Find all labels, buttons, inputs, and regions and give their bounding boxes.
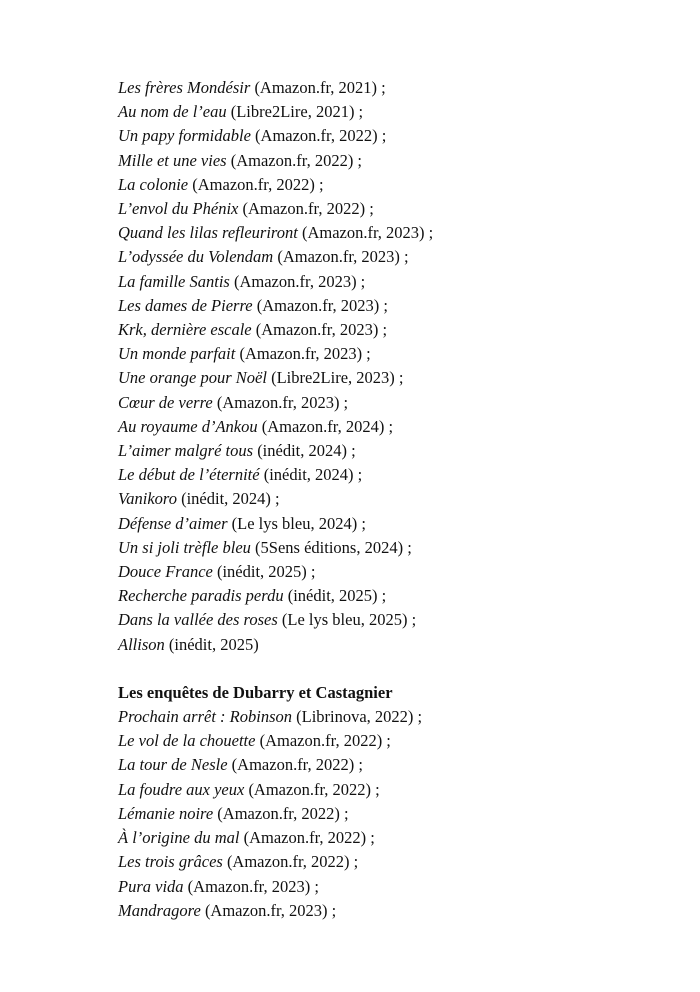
book-title: La foudre aux yeux	[118, 779, 245, 799]
list-item	[118, 391, 678, 415]
list-item	[118, 415, 678, 439]
book-details: (Amazon.fr, 2022) ;	[227, 755, 363, 775]
book-details: (Amazon.fr, 2023) ;	[183, 876, 319, 896]
book-title: Au royaume d’Ankou	[118, 416, 258, 436]
book-details: (Amazon.fr, 2023) ;	[200, 900, 337, 920]
list-item	[118, 899, 678, 923]
section-heading: Les enquêtes de Dubarry et Castagnier	[118, 682, 393, 702]
book-title: La colonie	[118, 174, 189, 194]
book-title: Les dames de Pierre	[118, 295, 253, 315]
book-details: (Amazon.fr, 2022) ;	[222, 852, 359, 872]
book-details: (Le lys bleu, 2024) ;	[227, 513, 366, 533]
list-item	[118, 875, 678, 899]
list-item	[118, 802, 678, 826]
list-item	[118, 826, 678, 850]
book-details: (5Sens éditions, 2024) ;	[250, 537, 412, 557]
book-details: (Amazon.fr, 2023) ;	[212, 392, 349, 412]
book-details: (inédit, 2024) ;	[176, 489, 280, 509]
list-item	[118, 366, 678, 390]
book-details: (Amazon.fr, 2023) ;	[235, 344, 371, 364]
book-details: (Amazon.fr, 2022) ;	[226, 150, 363, 170]
book-details: (Amazon.fr, 2022) ;	[250, 126, 387, 146]
book-title: Un si joli trèfle bleu	[118, 537, 251, 557]
list-item	[118, 439, 678, 463]
book-title: Vanikoro	[118, 489, 177, 509]
book-title: Les frères Mondésir	[118, 78, 251, 97]
book-details: (Libre2Lire, 2021) ;	[226, 102, 364, 122]
book-title: Krk, dernière escale	[118, 320, 252, 340]
list-item	[118, 463, 678, 487]
book-details: (Amazon.fr, 2022) ;	[188, 174, 324, 194]
list-item	[118, 487, 678, 511]
book-title: Le vol de la chouette	[118, 731, 256, 751]
book-title: Mille et une vies	[118, 150, 227, 170]
list-item	[118, 342, 678, 366]
book-title: Un monde parfait	[118, 344, 236, 364]
list-item	[118, 512, 678, 536]
book-title: La tour de Nesle	[118, 755, 228, 775]
book-title: Défense d’aimer	[118, 513, 228, 533]
document-page	[118, 76, 678, 923]
book-details: (inédit, 2024) ;	[259, 465, 363, 485]
book-title: L’envol du Phénix	[118, 199, 239, 219]
book-title: Douce France	[118, 562, 213, 582]
book-details: (Amazon.fr, 2023) ;	[251, 320, 388, 340]
book-details: (Amazon.fr, 2021) ;	[250, 78, 386, 97]
list-item	[118, 149, 678, 173]
list-item	[118, 221, 678, 245]
book-title: Recherche paradis perdu	[118, 586, 284, 606]
list-item	[118, 245, 678, 269]
section-spacer	[118, 657, 678, 681]
book-details: (Amazon.fr, 2023) ;	[229, 271, 366, 291]
book-details: (Amazon.fr, 2022) ;	[244, 779, 380, 799]
book-details: (Libre2Lire, 2023) ;	[266, 368, 404, 388]
book-details: (inédit, 2024) ;	[253, 441, 356, 461]
book-title: Allison	[118, 634, 165, 654]
book-title: Lémanie noire	[118, 803, 214, 823]
list-item	[118, 197, 678, 221]
list-item	[118, 536, 678, 560]
book-title: Un papy formidable	[118, 126, 251, 146]
book-details: (inédit, 2025) ;	[283, 586, 387, 606]
book-details: (Librinova, 2022) ;	[292, 707, 423, 727]
book-title: Dans la vallée des roses	[118, 610, 278, 630]
book-title: Au nom de l’eau	[118, 102, 227, 122]
book-title: Quand les lilas refleuriront	[118, 223, 298, 243]
list-item	[118, 729, 678, 753]
book-details: (Amazon.fr, 2022) ;	[213, 803, 349, 823]
book-list	[118, 76, 678, 657]
list-item	[118, 76, 678, 100]
book-details: (Amazon.fr, 2024) ;	[257, 416, 394, 436]
book-title: Pura vida	[118, 876, 184, 896]
book-details: (Amazon.fr, 2022) ;	[255, 731, 391, 751]
list-item	[118, 100, 678, 124]
book-title: Mandragore	[118, 900, 201, 920]
book-title: Prochain arrêt : Robinson	[118, 707, 292, 727]
list-item	[118, 705, 678, 729]
list-item	[118, 778, 678, 802]
book-details: (Amazon.fr, 2022) ;	[238, 199, 374, 219]
book-details: (Amazon.fr, 2023) ;	[297, 223, 434, 243]
book-title: Cœur de verre	[118, 392, 213, 412]
book-details: (Amazon.fr, 2023) ;	[252, 295, 389, 315]
book-details: (inédit, 2025) ;	[212, 562, 316, 582]
list-item	[118, 608, 678, 632]
list-item	[118, 173, 678, 197]
book-details: (Amazon.fr, 2022) ;	[239, 828, 375, 848]
list-item	[118, 318, 678, 342]
series-section	[118, 681, 678, 923]
book-details: (inédit, 2025)	[164, 634, 259, 654]
book-title: La famille Santis	[118, 271, 230, 291]
book-details: (Amazon.fr, 2023) ;	[273, 247, 409, 267]
list-item	[118, 124, 678, 148]
list-item	[118, 633, 678, 657]
book-title: À l’origine du mal	[118, 828, 240, 848]
book-details: (Le lys bleu, 2025) ;	[277, 610, 417, 630]
book-title: Une orange pour Noël	[118, 368, 267, 388]
list-item	[118, 270, 678, 294]
book-title: L’aimer malgré tous	[118, 441, 254, 461]
list-item	[118, 294, 678, 318]
list-item	[118, 560, 678, 584]
list-item	[118, 584, 678, 608]
book-title: Les trois grâces	[118, 852, 223, 872]
list-item	[118, 850, 678, 874]
book-title: L’odyssée du Volendam	[118, 247, 274, 267]
list-item	[118, 753, 678, 777]
book-title: Le début de l’éternité	[118, 465, 260, 485]
